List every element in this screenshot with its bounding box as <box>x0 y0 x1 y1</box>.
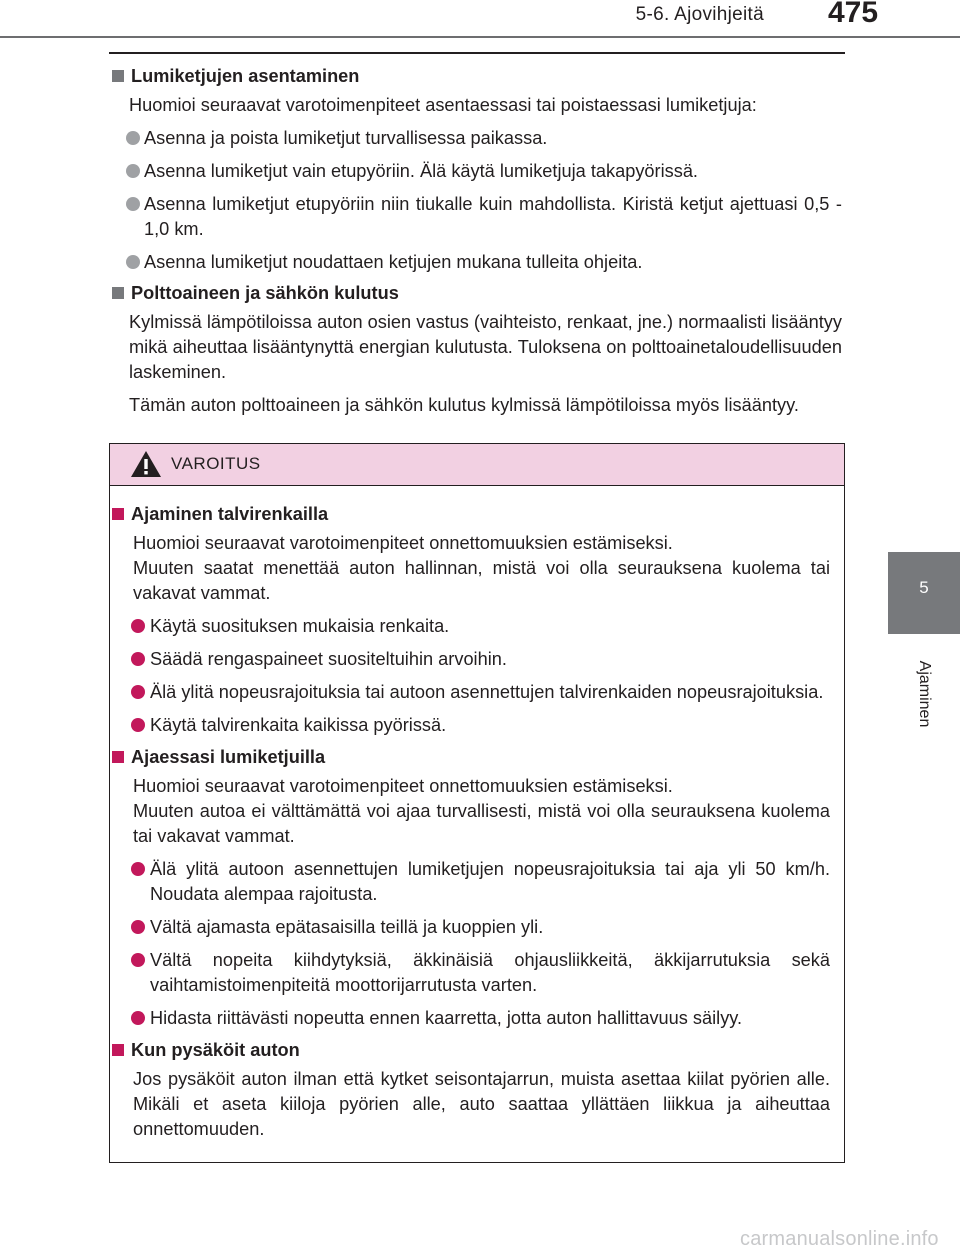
circle-bullet-icon <box>126 131 140 145</box>
list-item <box>131 713 830 738</box>
header-divider <box>0 36 960 38</box>
heading-text: Ajaminen talvirenkailla <box>131 504 329 524</box>
list-item <box>131 680 830 705</box>
watermark: carmanualsonline.info <box>740 1228 939 1250</box>
circle-bullet-icon <box>126 255 140 269</box>
list-item <box>131 915 830 940</box>
heading-text: Ajaessasi lumiketjuilla <box>131 747 326 767</box>
list-item <box>131 1006 830 1031</box>
circle-bullet-icon <box>131 1011 145 1025</box>
list-item-text: Käytä talvirenkaita kaikissa pyörissä. <box>150 715 447 735</box>
warning-heading-snow-chains <box>112 745 830 770</box>
square-bullet-icon <box>112 751 124 763</box>
circle-bullet-icon <box>126 164 140 178</box>
circle-bullet-icon <box>131 862 145 876</box>
page-header <box>0 0 960 40</box>
circle-bullet-icon <box>126 197 140 211</box>
list-item <box>131 647 830 672</box>
paragraph-intro: Huomioi seuraavat varotoimenpiteet onnettomuuksien estämiseksi. <box>133 776 673 796</box>
square-bullet-icon <box>112 70 124 82</box>
circle-bullet-icon <box>131 652 145 666</box>
list-item-text: Asenna lumiketjut etupyöriin niin tiukalle kuin mahdollista. Kiristä ketjut ajettuasi 0,5 - 1,0 km. <box>144 194 842 239</box>
paragraph-intro: Huomioi seuraavat varotoimenpiteet onnettomuuksien estämiseksi. <box>133 533 673 553</box>
paragraph-note: Muuten saatat menettää auton hallinnan, mistä voi olla seurauksena kuolema tai vakavat vammat. <box>133 558 830 603</box>
list-item <box>131 614 830 639</box>
chapter-tab <box>888 552 960 634</box>
list-item <box>126 159 842 184</box>
square-bullet-icon <box>112 1044 124 1056</box>
circle-bullet-icon <box>131 718 145 732</box>
section-heading-fuel-consumption <box>112 281 842 306</box>
heading-text: Lumiketjujen asentaminen <box>131 66 360 86</box>
warning-header <box>110 444 844 486</box>
chapter-label: Ajaminen <box>916 660 933 728</box>
circle-bullet-icon <box>131 953 145 967</box>
warning-box <box>109 443 845 1163</box>
heading-text: Polttoaineen ja sähkön kulutus <box>131 283 399 303</box>
list-item-text: Asenna lumiketjut vain etupyöriin. Älä käytä lumiketjuja takapyörissä. <box>144 161 698 181</box>
paragraph <box>133 774 830 849</box>
section-heading-snow-chains <box>112 64 842 89</box>
paragraph-note: Muuten autoa ei välttämättä voi ajaa turvallisesti, mistä voi olla seurauksena kuolema tai vakavat vammat. <box>133 801 830 846</box>
list-item-text: Vältä ajamasta epätasaisilla teillä ja kuoppien yli. <box>150 917 544 937</box>
square-bullet-icon <box>112 508 124 520</box>
main-content <box>112 64 842 418</box>
list-item <box>131 857 830 907</box>
list-item-text: Älä ylitä autoon asennettujen lumiketjujen nopeusrajoituksia tai aja yli 50 km/h. Noudata alempaa rajoitusta. <box>150 859 830 904</box>
section-title: 5-6. Ajovihjeitä <box>635 4 764 25</box>
list-item <box>126 192 842 242</box>
list-item-text: Vältä nopeita kiihdytyksiä, äkkinäisiä ohjausliikkeitä, äkkijarrutuksia sekä vaihtamistoimenpiteitä moottorijarrutusta varten. <box>150 950 830 995</box>
paragraph: Kylmissä lämpötiloissa auton osien vastus (vaihteisto, renkaat, jne.) normaalisti lisääntyy mikä aiheuttaa lisääntynyttä energian kulutusta. Tuloksena on polttoainetaloudellisuuden laskeminen. <box>129 312 842 382</box>
list-item <box>126 126 842 151</box>
content-divider <box>109 52 845 54</box>
warning-body <box>112 502 830 1142</box>
circle-bullet-icon <box>131 619 145 633</box>
circle-bullet-icon <box>131 685 145 699</box>
paragraph: Tämän auton polttoaineen ja sähkön kulutus kylmissä lämpötiloissa myös lisääntyy. <box>129 395 799 415</box>
chapter-number: 5 <box>919 578 929 597</box>
list-item-text: Asenna lumiketjut noudattaen ketjujen mukana tulleita ohjeita. <box>144 252 643 272</box>
square-bullet-icon <box>112 287 124 299</box>
paragraph: Huomioi seuraavat varotoimenpiteet asentaessasi tai poistaessasi lumiketjuja: <box>129 95 757 115</box>
heading-text: Kun pysäköit auton <box>131 1040 300 1060</box>
list-item-text: Asenna ja poista lumiketjut turvallisessa paikassa. <box>144 128 548 148</box>
list-item <box>126 250 842 275</box>
paragraph <box>133 531 830 606</box>
list-item-text: Käytä suosituksen mukaisia renkaita. <box>150 616 450 636</box>
circle-bullet-icon <box>131 920 145 934</box>
list-item <box>131 948 830 998</box>
page-number: 475 <box>828 0 879 29</box>
list-item-text: Säädä rengaspaineet suositeltuihin arvoihin. <box>150 649 507 669</box>
warning-title: VAROITUS <box>171 454 261 473</box>
warning-triangle-icon <box>130 450 162 478</box>
paragraph: Jos pysäköit auton ilman että kytket seisontajarrun, muista asettaa kiilat pyörien alle. Mikäli et aseta kiiloja pyörien alle, auto saattaa yllättäen liikkua ja aiheuttaa onnettomuuden. <box>133 1069 830 1139</box>
list-item-text: Hidasta riittävästi nopeutta ennen kaarretta, jotta auton hallittavuus säilyy. <box>150 1008 743 1028</box>
list-item-text: Älä ylitä nopeusrajoituksia tai autoon asennettujen talvirenkaiden nopeusrajoituksia. <box>150 682 824 702</box>
warning-heading-winter-tyres <box>112 502 830 527</box>
chapter-label-container <box>888 634 960 754</box>
warning-heading-parking <box>112 1038 830 1063</box>
